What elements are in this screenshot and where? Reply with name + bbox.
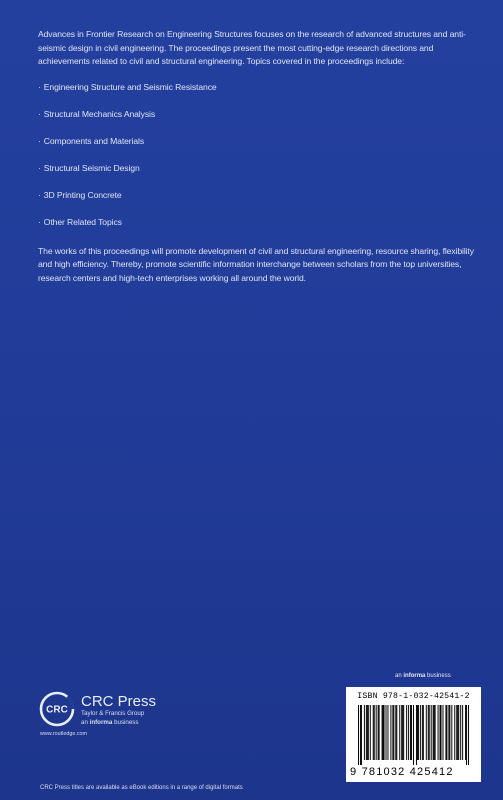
barcode-bar [433,705,434,760]
description-block [38,28,478,285]
publisher-name: CRC Press [81,693,157,710]
barcode-bar [420,705,421,760]
publisher-informa: an informa business [81,719,139,726]
website-link[interactable]: www.routledge.com [40,731,88,737]
barcode-digits: 9 781032 425412 [350,766,454,778]
barcode-bar [401,705,402,760]
barcode-bar [440,705,441,760]
informa-tagline: an informa business [395,673,451,679]
barcode-bar [416,705,417,765]
barcode-bar [435,705,436,760]
barcode-bar [462,705,463,760]
closing-paragraph: The works of this proceedings will promote development of civil and structural engineering, resource sharing, flexibility and high efficiency. Thereby, promote scientific information interchange between scholars from the top universities, research centers and high-tech enterprises working all around the world. [38,245,474,283]
barcode-bar [382,705,383,760]
barcode-bar [458,705,459,760]
ebook-note: CRC Press titles are available as eBook editions in a range of digital formats [40,785,243,791]
topic-item: · Components and Materials [38,135,478,147]
publisher-group: Taylor & Francis Group [81,710,145,717]
crc-logo-text: CRC [46,704,68,716]
barcode-bar [426,705,427,760]
barcode-bar [429,705,430,760]
barcode-bar [454,705,455,760]
barcode-bar [411,705,412,760]
barcode-bar [465,705,466,760]
barcode-bar [406,705,407,760]
topic-item: · Structural Mechanics Analysis [38,108,478,120]
barcode-bar [408,705,409,760]
barcode-bar [387,705,388,760]
crc-logo-icon [38,690,76,728]
isbn-label: ISBN 978-1-032-42541-2 [357,692,470,701]
barcode-bar [379,705,380,760]
barcode-bar [446,705,447,760]
barcode-bar [374,705,375,760]
barcode-bar [392,705,393,760]
barcode-bar [418,705,419,760]
topic-item: · Structural Seismic Design [38,162,478,174]
barcode-bar [402,705,403,760]
barcode-bars [358,705,470,765]
barcode-bar [376,705,377,760]
barcode-bar [360,705,361,765]
topic-item: · Other Related Topics [38,216,478,228]
barcode-bar [442,705,443,760]
barcode-bar [460,705,461,760]
intro-paragraph: Advances in Frontier Research on Engineering Structures focuses on the research of advanced structures and anti-seismic design in civil engineering. The proceedings present the most cutting-edge research directions and achievements related to civil and structural engineering. Topics covered in the proceedings include: [38,29,466,66]
topics-list [38,81,478,228]
barcode-bar [364,705,365,760]
barcode-bar [456,705,457,760]
barcode-bar [370,705,371,760]
barcode-bar [395,705,396,760]
barcode-bar [434,705,435,760]
barcode-bar [428,705,429,760]
barcode-bar [403,705,404,760]
barcode-bar [390,705,391,760]
barcode-bar [386,705,387,760]
barcode-bar [396,705,397,760]
barcode-bar [417,705,418,760]
topic-item: · Engineering Structure and Seismic Resistance [38,81,478,93]
barcode-bar [393,705,394,760]
barcode-bar [431,705,432,760]
barcode-bar [358,705,359,765]
barcode-bar [441,705,442,760]
barcode-bar [413,705,414,765]
barcode-bar [410,705,411,760]
barcode-bar [361,705,362,765]
barcode-bar [451,705,452,760]
barcode-bar [468,705,469,765]
barcode-bar [383,705,384,760]
barcode-bar [466,705,467,765]
barcode-bar [449,705,450,760]
barcode-bar [367,705,368,760]
barcode-bar [373,705,374,760]
topic-item: · 3D Printing Concrete [38,189,478,201]
publisher-brand [81,694,156,727]
barcode-bar [445,705,446,760]
barcode-bar [384,705,385,760]
barcode-bar [399,705,400,760]
barcode-bar [422,705,423,760]
barcode-bar [457,705,458,760]
barcode-bar [368,705,369,760]
barcode-bar [378,705,379,760]
barcode-bar [366,705,367,760]
barcode-box [346,687,481,782]
barcode-bar [448,705,449,760]
barcode-bar [438,705,439,760]
barcode-bar [423,705,424,760]
